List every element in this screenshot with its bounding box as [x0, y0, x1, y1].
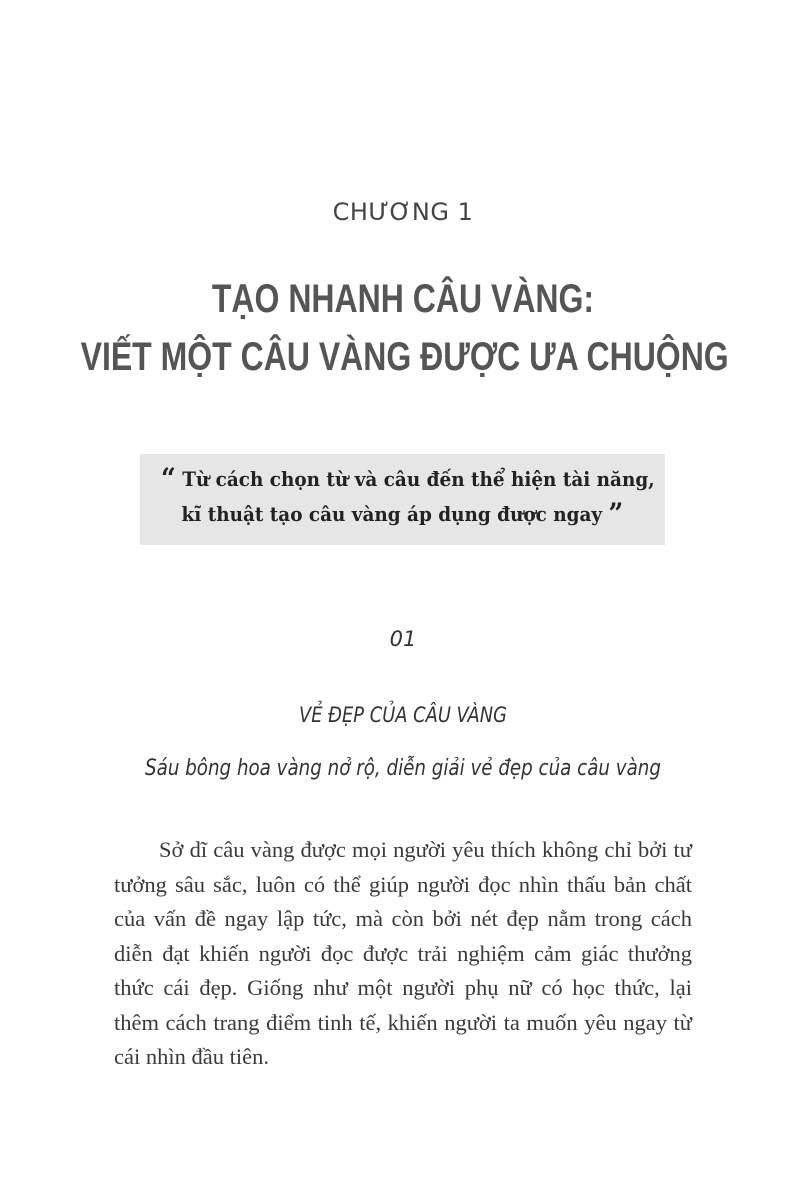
quote-line-1 [160, 462, 655, 497]
chapter-title-line-2: VIẾT MỘT CÂU VÀNG ĐƯỢC ƯA CHUỘNG [80, 335, 729, 379]
quote-line-2-text: kĩ thuật tạo câu vàng áp dụng được ngay [181, 502, 603, 526]
quote-text [160, 462, 655, 532]
quote-line-1-text: Từ cách chọn từ và câu đến thể hiện tài năng, [182, 467, 655, 491]
close-quote-mark: ” [608, 497, 624, 530]
body-paragraph: Sở dĩ câu vàng được mọi người yêu thích không chỉ bởi tư tưởng sâu sắc, luôn có thể giúp người đọc nhìn thấu bản chất của vấn đề ngay lập tức, mà còn bởi nét đẹp nằm trong cách diễn đạt khiến người đọc được trải nghiệm cảm giác thưởng thức cái đẹp. Giống như một người phụ nữ có học thức, lại thêm cách trang điểm tinh tế, khiến người ta muốn yêu ngay từ cái nhìn đầu tiên. [114, 837, 692, 1069]
quote-box [140, 454, 665, 545]
section-title: VẺ ĐẸP CỦA CÂU VÀNG [299, 703, 507, 727]
chapter-title-line-1: TẠO NHANH CÂU VÀNG: [211, 277, 595, 321]
chapter-title [80, 270, 729, 386]
open-quote-mark: “ [160, 462, 176, 495]
quote-line-2 [161, 497, 644, 532]
section-subtitle: Sáu bông hoa vàng nở rộ, diễn giải vẻ đẹp của câu vàng [145, 756, 661, 781]
section-number: 01 [389, 627, 417, 651]
chapter-label: CHƯƠNG 1 [332, 198, 474, 226]
